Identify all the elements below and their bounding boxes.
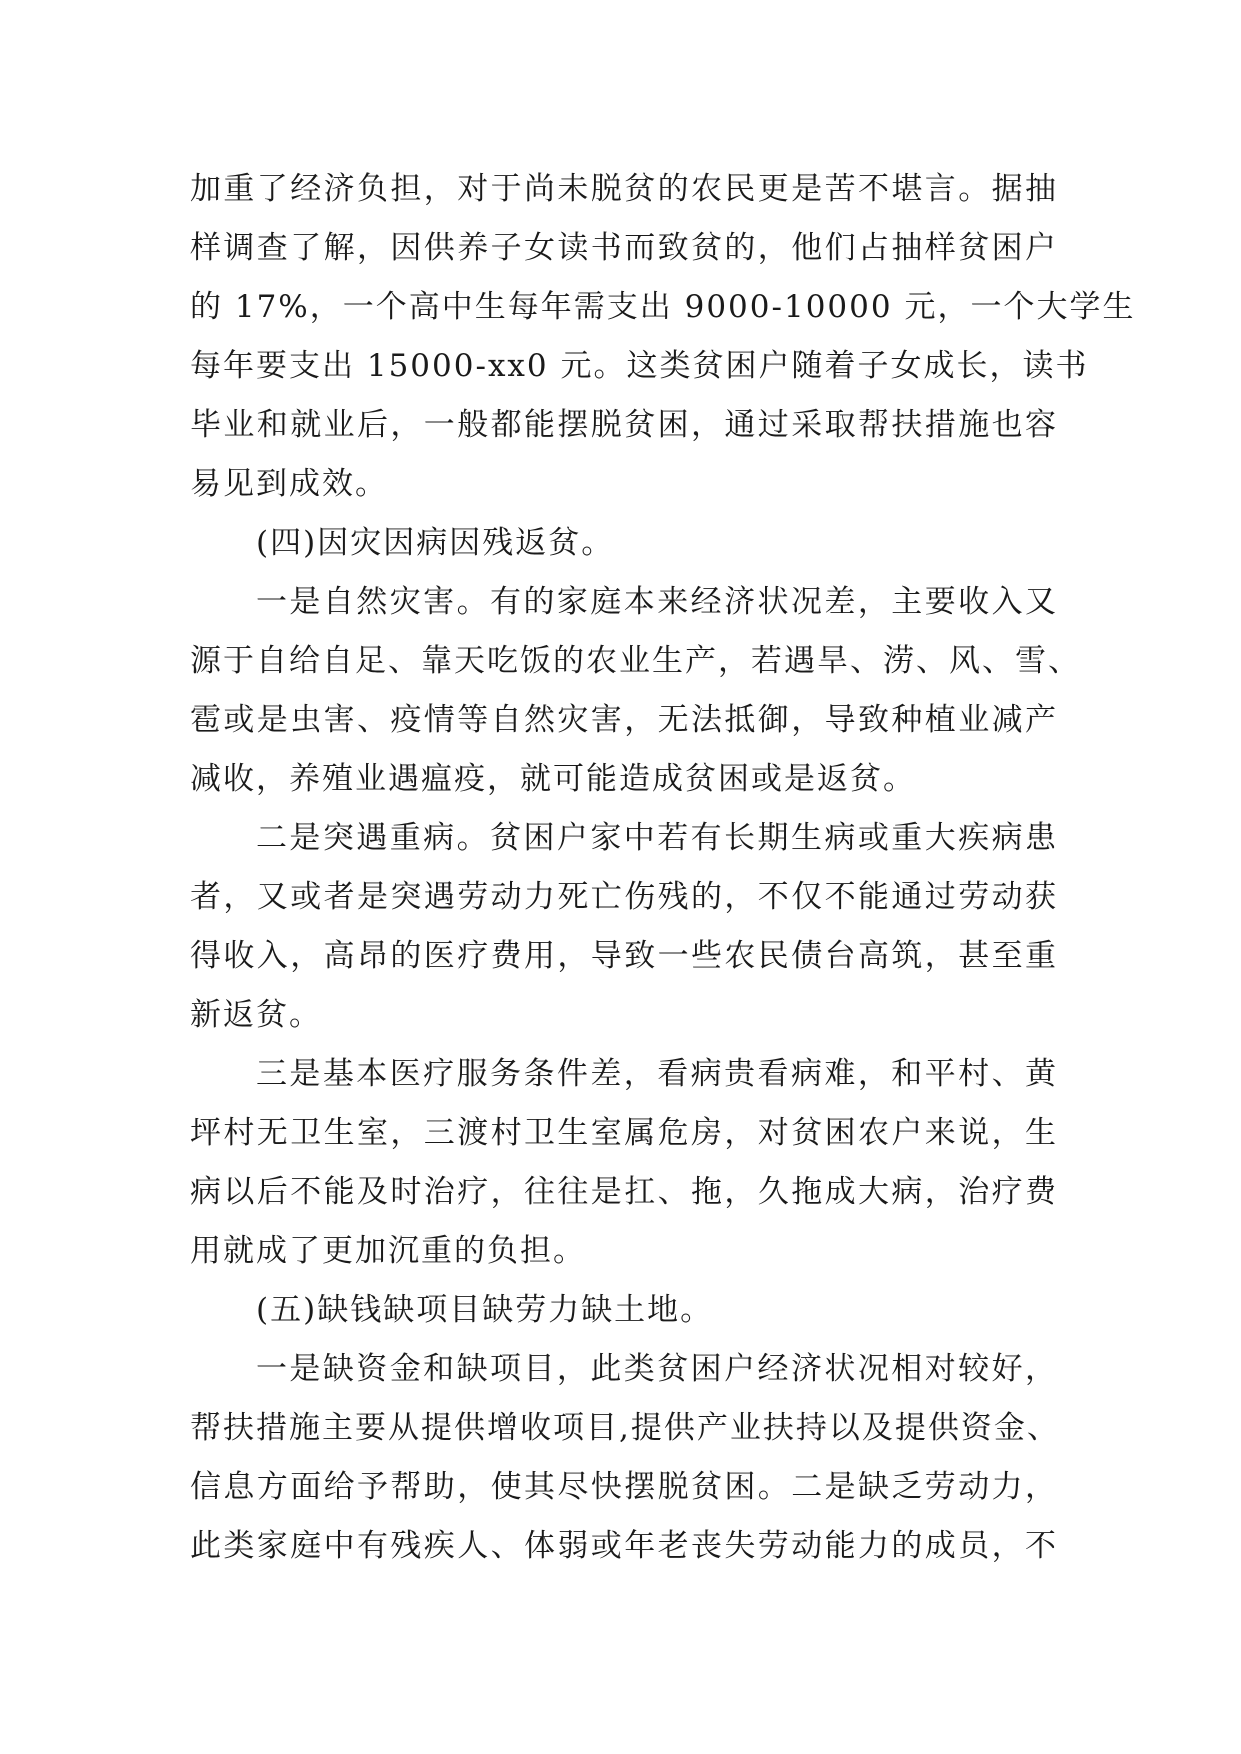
paragraph-disaster	[190, 573, 1081, 809]
text-line: 毕业和就业后，一般都能摆脱贫困，通过采取帮扶措施也容	[190, 407, 1058, 443]
text-line: 的 17%，一个高中生每年需支出 9000-10000 元，一个大学生	[190, 289, 1136, 325]
heading-line: (四)因灾因病因残返贫。	[256, 525, 615, 561]
paragraph-medical	[190, 1045, 1058, 1281]
text-line: 二是突遇重病。贫困户家中若有长期生病或重大疾病患	[256, 820, 1058, 856]
text-line: 坪村无卫生室，三渡村卫生室属危房，对贫困农户来说，生	[190, 1115, 1058, 1151]
document-body	[190, 160, 1136, 1576]
text-line: 信息方面给予帮助，使其尽快摆脱贫困。二是缺乏劳动力，	[190, 1469, 1058, 1505]
text-line: 一是自然灾害。有的家庭本来经济状况差，主要收入又	[256, 584, 1058, 620]
text-line: 者，又或者是突遇劳动力死亡伤残的，不仅不能通过劳动获	[190, 879, 1058, 915]
text-line: 病以后不能及时治疗，往往是扛、拖，久拖成大病，治疗费	[190, 1174, 1058, 1210]
text-line: 雹或是虫害、疫情等自然灾害，无法抵御，导致种植业减产	[190, 702, 1058, 738]
text-line: 样调查了解，因供养子女读书而致贫的，他们占抽样贫困户	[190, 230, 1058, 266]
paragraph-intro	[190, 160, 1136, 514]
text-line: 一是缺资金和缺项目，此类贫困户经济状况相对较好，	[256, 1351, 1058, 1387]
text-line: 新返贫。	[190, 997, 322, 1033]
text-line: 用就成了更加沉重的负担。	[190, 1233, 586, 1269]
text-line: 此类家庭中有残疾人、体弱或年老丧失劳动能力的成员，不	[190, 1528, 1058, 1564]
text-line: 易见到成效。	[190, 466, 388, 502]
heading-line: (五)缺钱缺项目缺劳力缺土地。	[256, 1292, 714, 1328]
paragraph-lack	[190, 1340, 1058, 1576]
text-line: 帮扶措施主要从提供增收项目,提供产业扶持以及提供资金、	[190, 1410, 1060, 1446]
text-line: 源于自给自足、靠天吃饭的农业生产，若遇旱、涝、风、雪、	[190, 643, 1081, 679]
paragraph-illness	[190, 809, 1058, 1045]
text-line: 三是基本医疗服务条件差，看病贵看病难，和平村、黄	[256, 1056, 1058, 1092]
section-heading-5	[190, 1281, 1058, 1340]
text-line: 减收，养殖业遇瘟疫，就可能造成贫困或是返贫。	[190, 761, 916, 797]
text-line: 得收入，高昂的医疗费用，导致一些农民债台高筑，甚至重	[190, 938, 1058, 974]
section-heading-4	[190, 514, 1058, 573]
text-line: 每年要支出 15000-xx0 元。这类贫困户随着子女成长，读书	[190, 348, 1089, 384]
text-line: 加重了经济负担，对于尚未脱贫的农民更是苦不堪言。据抽	[190, 171, 1058, 207]
